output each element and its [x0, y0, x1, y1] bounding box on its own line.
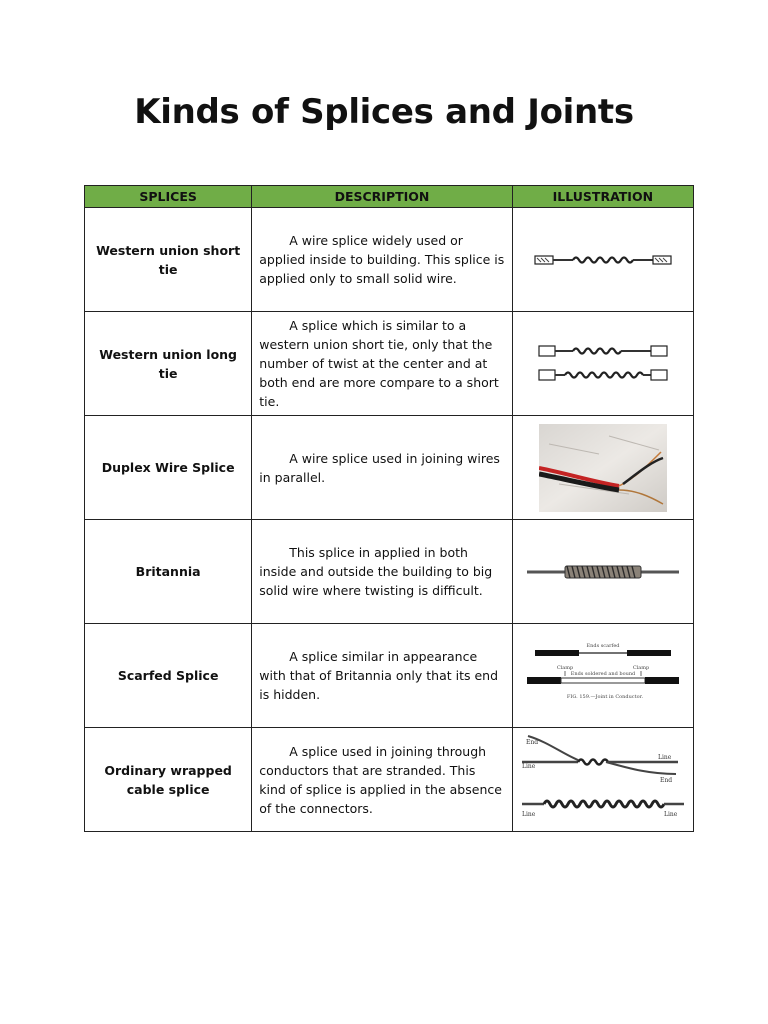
table-row [85, 520, 694, 624]
description-text: A splice used in joining through conductors that are stranded. This kind of splice is applied in the absence of the connectors. [259, 743, 502, 816]
table-row [85, 624, 694, 728]
splice-description [252, 312, 512, 416]
splice-name: Duplex Wire Splice [85, 416, 252, 520]
description-text: A wire splice widely used or applied inside to building. This splice is applied only to small solid wire. [259, 233, 505, 286]
splice-illustration-cell [512, 208, 693, 312]
table-row [85, 728, 694, 832]
table-header-row [85, 186, 694, 208]
cable-label-end-right: End [659, 776, 672, 784]
western-union-long-tie-drawing [535, 340, 671, 388]
header-description: DESCRIPTION [252, 186, 512, 208]
splice-illustration-cell [512, 520, 693, 624]
header-illustration: ILLUSTRATION [512, 186, 693, 208]
splice-description [252, 520, 512, 624]
splice-name: Western union long tie [85, 312, 252, 416]
splice-name: Britannia [85, 520, 252, 624]
cable-label-line-left: Line [521, 762, 536, 770]
cable-label-line-bottom-left: Line [521, 810, 536, 818]
cable-label-line-bottom-right: Line [663, 810, 678, 818]
splice-illustration-cell [512, 312, 693, 416]
britannia-splice-drawing [525, 561, 681, 583]
cable-label-end-left: End [525, 738, 538, 746]
splice-name: Western union short tie [85, 208, 252, 312]
splice-illustration-cell [512, 416, 693, 520]
splice-illustration-cell [512, 728, 693, 832]
western-union-short-tie-drawing [533, 252, 673, 268]
description-text: A splice which is similar to a western union short tie, only that the number of twist at the center and at both end are more compare to a short tie. [259, 318, 499, 409]
description-text: A wire splice used in joining wires in parallel. [259, 450, 500, 485]
duplex-wire-photo [539, 424, 667, 512]
table-row [85, 312, 694, 416]
header-splices: SPLICES [85, 186, 252, 208]
scarfed-label-clamp-right: Clamp [632, 664, 650, 671]
scarfed-label-top: Ends scarfed [586, 642, 620, 649]
splice-name: Scarfed Splice [85, 624, 252, 728]
splice-description [252, 208, 512, 312]
splice-description [252, 416, 512, 520]
splice-description [252, 624, 512, 728]
scarfed-splice-drawing [523, 640, 683, 712]
table-row [85, 416, 694, 520]
cable-label-line-right: Line [657, 753, 672, 761]
page-title: Kinds of Splices and Joints [134, 92, 634, 132]
splice-name: Ordinary wrapped cable splice [85, 728, 252, 832]
splice-illustration-cell [512, 624, 693, 728]
ordinary-wrapped-cable-splice-drawing [518, 732, 688, 828]
scarfed-label-middle: Ends soldered and bound [570, 670, 636, 677]
description-text: A splice similar in appearance with that of Britannia only that its end is hidden. [259, 649, 499, 702]
table-row [85, 208, 694, 312]
splices-table [84, 185, 694, 832]
scarfed-caption: FIG. 159.—Joint in Conductor. [566, 693, 643, 700]
scarfed-label-clamp-left: Clamp [556, 664, 574, 671]
splice-description [252, 728, 512, 832]
description-text: This splice in applied in both inside and outside the building to big solid wire where twisting is difficult. [259, 545, 493, 598]
